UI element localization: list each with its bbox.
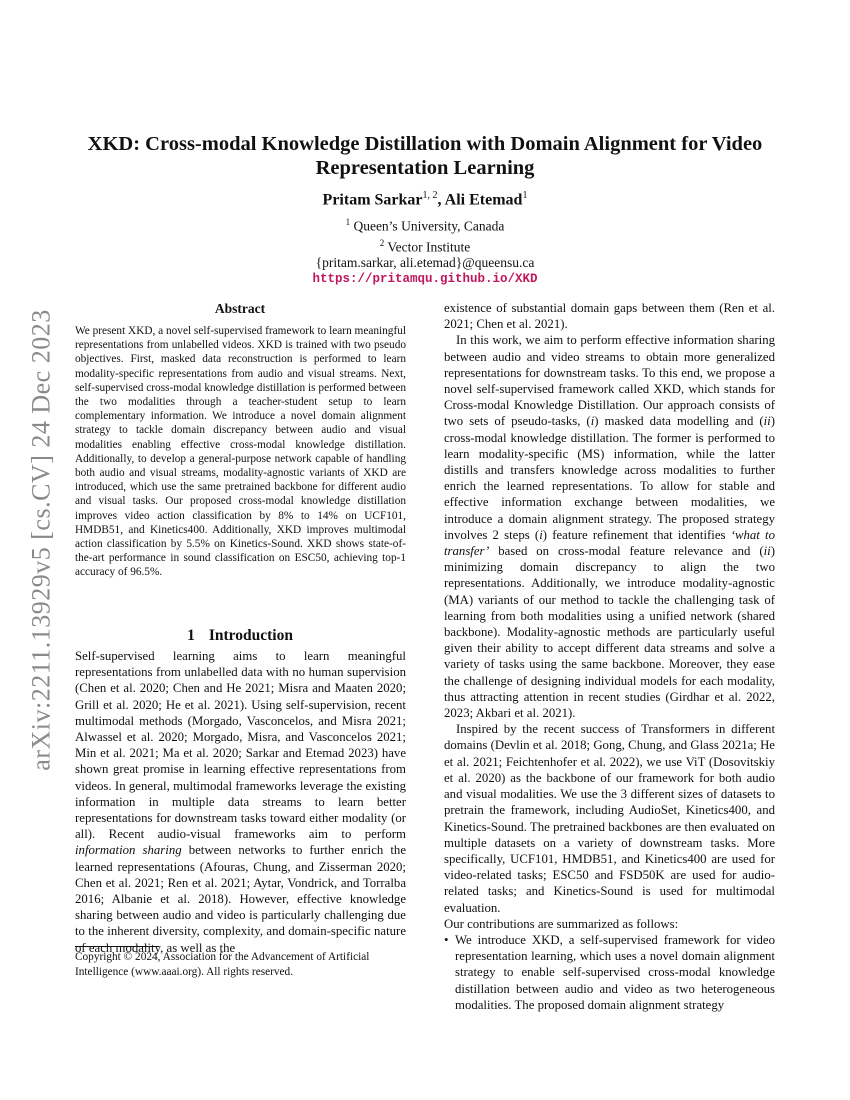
author-name: Pritam Sarkar xyxy=(322,191,423,209)
paragraph-continuation: existence of substantial domain gaps between them (Ren et al. 2021; Chen et al. 2021). xyxy=(444,301,775,332)
author-separator: , xyxy=(437,191,445,209)
project-url-link[interactable]: https://pritamqu.github.io/XKD xyxy=(312,272,538,286)
author-emails: {pritam.sarkar, ali.etemad}@queensu.ca xyxy=(315,255,535,270)
intro-paragraph: Self-supervised learning aims to learn meaningful representations from unlabelled data with no human supervision (Chen et al. 2020; Chen and He 2021; Misra and Maaten 2020; Grill et al. 2020; He et al. 2021). Using self-supervision, recent multimodal methods (Morgado, Vasconcelos, and Misra 2021; Alwassel et al. 2020; Morgado, Misra, and Vasconcelos 2021; Min et al. 2021; Ma et al. 2020; Sarkar and Etemad 2023) have shown great promise in learning effective representations from videos. In general, multimodal frameworks leverage the existing information in multiple data streams to learn better representations for downstream tasks toward either modality (or all). Recent audio-visual frameworks aim to perform information sharing between networks to further enrich the learned representations (Afouras, Chung, and Zisserman 2020; Chen et al. 2021; Ren et al. 2021; Aytar, Vondrick, and Torralba 2016; Albanie et al. 2018). However, effective knowledge sharing between audio and video is particularly challenging due to the inherent diversity, complexity, and domain-specific nature of each modality, as well as the xyxy=(75,649,406,955)
abstract-text: We present XKD, a novel self-supervised framework to learn meaningful representations from unlabelled videos. XKD is trained with two pseudo objectives. First, masked data reconstruction is performed to learn modality-specific representations from audio and visual streams. Next, self-supervised cross-modal knowledge distillation is performed between the two modalities through a teacher-student setup to learn complementary information. We introduce a novel domain alignment strategy to tackle domain discrepancy between audio and visual modalities enabling effective cross-modal knowledge distillation. Additionally, to develop a general-purpose network capable of handling both audio and visual streams, modality-agnostic variants of XKD are introduced, which use the same pretrained backbone for different audio and visual tasks. Our proposed cross-modal knowledge distillation improves video action classification by 8% to 14% on UCF101, HMDB51, and Kinetics400. Additionally, XKD improves multimodal action classification by 5.5% on Kinetics-Sound. XKD shows state-of-the-art performance in sound classification on ESC50, achieving top-1 accuracy of 96.5%. xyxy=(75,325,406,579)
paragraph: Our contributions are summarized as follows: xyxy=(444,916,679,931)
author-list xyxy=(80,190,770,209)
list-item: • We introduce XKD, a self-supervised framework for video representation learning, which uses a novel domain alignment strategy to enable self-supervised cross-modal knowledge distillation between audio and video as two heterogeneous modalities. The proposed domain alignment strategy xyxy=(444,932,775,1013)
right-column xyxy=(444,300,775,1013)
arxiv-identifier: arXiv:2211.13929v5 [cs.CV] 24 Dec 2023 xyxy=(27,309,56,771)
section-heading xyxy=(75,627,405,645)
paragraph: In this work, we aim to perform effective information sharing between audio and video streams to obtain more generalized representations for downstream tasks. To this end, we propose a novel self-supervised framework called XKD, which stands for Cross-modal Knowledge Distillation. Our approach consists of two sets of pseudo-tasks, (i) masked data modelling and (ii) cross-modal knowledge distillation. The former is performed to learn modality-specific (MS) information, while the latter distills and transfers knowledge across modalities to further enrich the learned representations. To allow for stable and effective information exchange between modalities, we introduce a domain alignment strategy. The proposed strategy involves 2 steps (i) feature refinement that identifies ‘what to transfer’ based on cross-modal feature relevance and (ii) minimizing domain discrepancy to align the two representations. Additionally, we introduce modality-agnostic (MA) variants of our method to tackle the challenging task of learning from both modalities using a unified network (shared backbone). Modality-agnostic methods are particularly useful given their ability to accept different data streams and solve a variety of tasks using the same backbone. Moreover, they ease the challenge of designing individual models for each modality, thus attracting attention in recent studies (Girdhar et al. 2022, 2023; Akbari et al. 2021). xyxy=(444,333,776,721)
abstract-heading: Abstract xyxy=(214,301,266,316)
paper-title: XKD: Cross-modal Knowledge Distillation with Domain Alignment for Video Representation Learning xyxy=(87,133,763,179)
affiliation-line: $^2$ Vector Institute xyxy=(379,237,471,254)
author-affiliation-marker: 1 xyxy=(522,190,528,201)
paragraph: Inspired by the recent success of Transformers in different domains (Devlin et al. 2018; Gong, Chung, and Glass 2021a; He et al. 2021; Feichtenhofer et al. 2022), we use ViT (Dosovitskiy et al. 2020) as the backbone of our framework for both audio and visual modalities. We use the 3 different sizes of datasets to pretrain the framework, including AudioSet, Kinetics400, and Kinetics-Sound. The pretrained backbones are then evaluated on multiple datasets on a variety of downstream tasks. More specifically, UCF101, HMDB51, and Kinetics400 are used for video-related tasks; ESC50 and FSD50K are used for audio-related tasks; and Kinetics-Sound is used for multimodal evaluation. xyxy=(444,722,775,915)
section-number: 1 xyxy=(187,627,195,644)
affiliations xyxy=(80,214,770,287)
author-affiliation-marker: 1, 2 xyxy=(422,190,438,201)
copyright-footnote: Copyright © 2024, Association for the Advancement of Artificial Intelligence (www.aaai.org). All rights reserved. xyxy=(75,951,370,978)
contribution-list xyxy=(444,932,775,1013)
footnote-divider xyxy=(75,946,159,947)
affiliation-line: $^1$ Queen’s University, Canada xyxy=(345,217,505,234)
author-name: Ali Etemad xyxy=(444,191,523,209)
section-title: Introduction xyxy=(208,627,293,644)
arxiv-sidebar xyxy=(22,290,62,790)
